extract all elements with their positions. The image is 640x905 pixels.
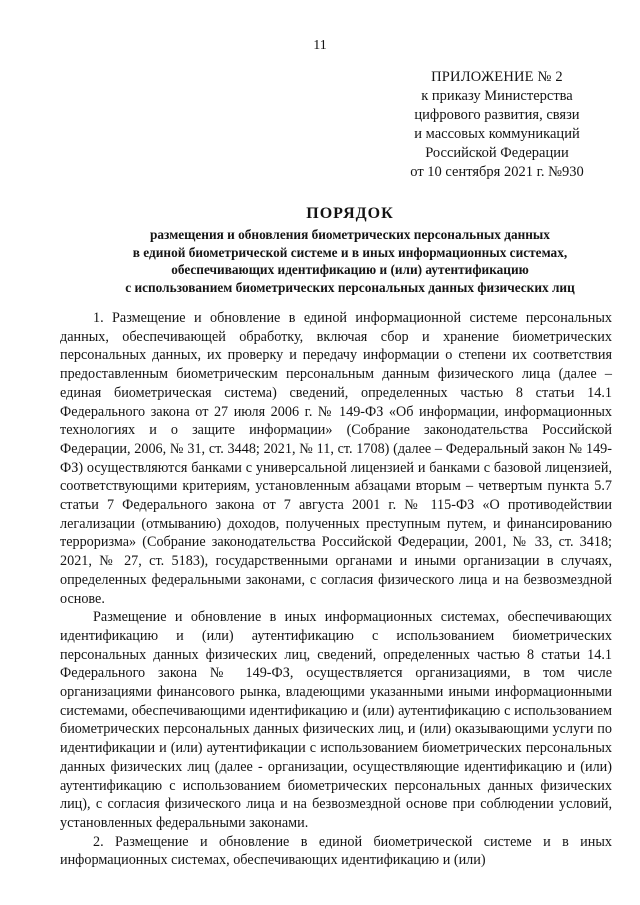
page-number: 11 xyxy=(313,38,327,53)
heading-line: в единой биометрической системе и в иных информационных системах, xyxy=(132,244,568,260)
heading-line: обеспечивающих идентификацию и (или) аутентификацию xyxy=(171,262,529,277)
appendix-line: цифрового развития, связи xyxy=(414,107,580,123)
paragraph-1: 1. Размещение и обновление в единой информационной системе персональных данных, обеспечивающей обработку, включая сбор и хранение биометрических персональных данных, их проверку и передачу информации о степени их соответствия предоставленным биометрическим персональным данным физического лица (далее – единая биометрическая система) сведений, определенных частью 8 статьи 14.1 Федерального закона от 27 июля 2006 г. № 149-ФЗ «Об информации, информационных технологиях и о защите информации» (Собрание законодательства Российской Федерации, 2006, № 31, ст. 3448; 2021, № 11, ст. 1708) (далее – Федеральный закон № 149-ФЗ) осуществляются банками с универсальной лицензией и банками с базовой лицензией, соответствующими критериям, установленным абзацами вторым – четвертым пункта 5.7 статьи 7 Федерального закона от 7 августа 2001 г. № 115-ФЗ «О противодействии легализации (отмыванию) доходов, полученных преступным путем, и финансированию терроризма» (Собрание законодательства Российской Федерации, 2001, № 33, ст. 3418; 2021, № 27, ст. 5183), государственными органами и иными организации в случаях, определенных федеральными законами, с согласия физического лица и на безвозмездной основе. xyxy=(60,310,612,607)
heading-line: с использованием биометрических персональных данных физических лиц xyxy=(125,279,575,295)
appendix-line: к приказу Министерства xyxy=(421,88,573,104)
appendix-line: и массовых коммуникаций xyxy=(414,126,580,142)
appendix-title: ПРИЛОЖЕНИЕ № 2 xyxy=(431,69,563,85)
paragraph-2: Размещение и обновление в иных информационных системах, обеспечивающих идентификацию и (или) аутентификацию с использованием биометрических персональных данных физических лиц, сведений, определенных частью 8 статьи 14.1 Федерального закона № 149-ФЗ, осуществляется организациями, в том числе организациями финансового рынка, владеющими указанными иными информационными системами, обеспечивающими идентификацию и (или) аутентификацию с использованием биометрических персональных данных физических лиц, и (или) оказывающими услуги по идентификации и (или) аутентификации с использованием биометрических персональных данных физических лиц (далее - организации, осуществляющие идентификацию и (или) аутентификацию с использованием биометрических персональных данных физических лиц), с согласия физического лица и на безвозмездной основе при соблюдении условий, установленных федеральными законами. xyxy=(60,609,612,831)
heading-line: размещения и обновления биометрических персональных данных xyxy=(150,227,550,242)
document-body xyxy=(60,309,612,870)
heading-title: ПОРЯДОК xyxy=(306,205,394,222)
appendix-block xyxy=(392,68,602,182)
appendix-line: Российской Федерации xyxy=(425,145,569,161)
appendix-line: от 10 сентября 2021 г. №930 xyxy=(410,164,584,180)
paragraph-3: 2. Размещение и обновление в единой биометрической системе и в иных информационных системах, обеспечивающих идентификацию и (или) xyxy=(60,833,612,869)
document-heading xyxy=(52,203,640,296)
